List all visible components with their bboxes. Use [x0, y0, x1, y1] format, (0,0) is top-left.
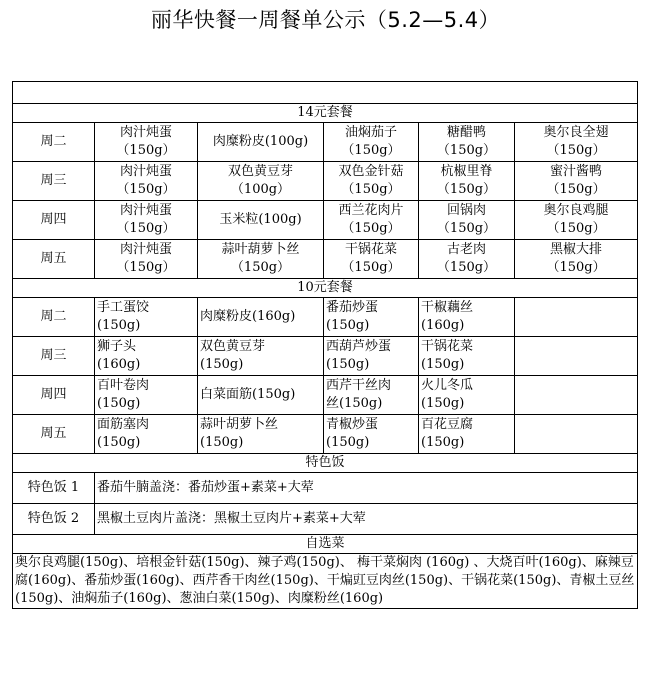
dish-name: 青椒炒蛋 — [326, 417, 379, 432]
dish-weight: （150g） — [116, 143, 176, 158]
dish-name: 狮子头 — [97, 339, 137, 354]
dish-cell — [515, 162, 638, 201]
set10-header-row — [13, 279, 638, 298]
dish-cell — [198, 162, 324, 201]
dish-name: 肉汁炖蛋 — [119, 125, 172, 140]
table-row — [13, 162, 638, 201]
set14-header-row — [13, 104, 638, 123]
day-label: 周五 — [13, 415, 95, 454]
dish-name: 肉糜粉皮(160g) — [200, 309, 296, 324]
dish-weight: （100g） — [230, 182, 291, 197]
dish-weight: (150g) — [326, 318, 370, 333]
dish-cell — [198, 123, 324, 162]
dish-cell — [515, 123, 638, 162]
dish-name: 西芹干丝肉 — [326, 378, 392, 393]
dish-weight: （150g） — [546, 260, 606, 275]
dish-weight: （150g） — [341, 221, 401, 236]
dish-weight: （150g） — [341, 182, 401, 197]
day-label: 周四 — [13, 376, 95, 415]
dish-cell — [419, 298, 515, 337]
dish-weight: （150g） — [436, 260, 497, 275]
optional-text: 奥尔良鸡腿(150g)、培根金针菇(150g)、辣子鸡(150g)、 梅干菜焖肉 (160g) 、大烧百叶(160g)、麻辣豆腐(160g)、番茄炒蛋(160g)、西芹香干肉丝(150g)、干煸豇豆肉丝(150g)、干锅花菜(150g)、青椒土豆丝(150g)、油焖茄子(160g)、葱油白菜(150g)、肉糜粉丝(160g) — [13, 554, 638, 609]
dish-weight: (150g) — [97, 435, 141, 450]
dish-weight: (150g) — [97, 318, 141, 333]
dish-weight: （150g） — [116, 260, 176, 275]
dish-weight: （150g） — [116, 182, 176, 197]
table-row — [13, 504, 638, 535]
dish-cell — [419, 337, 515, 376]
dish-weight: (150g) — [97, 396, 141, 411]
day-label: 周四 — [13, 201, 95, 240]
dish-cell — [419, 123, 515, 162]
day-label: 周三 — [13, 337, 95, 376]
dish-weight: （150g） — [546, 221, 606, 236]
set14-header: 14元套餐 — [13, 104, 638, 123]
dish-name: 蜜汁酱鸭 — [550, 164, 603, 179]
blank-row — [13, 82, 638, 104]
dish-weight: (150g) — [326, 357, 370, 372]
dish-cell — [419, 201, 515, 240]
optional-header-row — [13, 535, 638, 554]
dish-cell — [419, 415, 515, 454]
table-row — [13, 415, 638, 454]
dish-name: 白菜面筋(150g) — [200, 387, 296, 402]
dish-cell — [419, 162, 515, 201]
empty-cell — [515, 298, 638, 337]
dish-cell — [198, 337, 324, 376]
dish-name: 奥尔良全翅 — [543, 125, 609, 140]
special-desc: 黑椒土豆肉片盖浇：黑椒土豆肉片+素菜+大荤 — [95, 504, 638, 535]
dish-cell — [95, 162, 198, 201]
dish-cell — [95, 240, 198, 279]
dish-cell — [324, 162, 419, 201]
table-row — [13, 473, 638, 504]
dish-weight: (150g) — [200, 357, 244, 372]
optional-header: 自选菜 — [13, 535, 638, 554]
dish-name: 西兰花肉片 — [338, 203, 404, 218]
dish-weight: （150g） — [436, 182, 497, 197]
dish-cell — [324, 376, 419, 415]
dish-name: 百花豆腐 — [421, 417, 474, 432]
table-row — [13, 201, 638, 240]
dish-cell — [95, 123, 198, 162]
special-label: 特色饭 1 — [13, 473, 95, 504]
day-label: 周五 — [13, 240, 95, 279]
table-row — [13, 337, 638, 376]
dish-name: 手工蛋饺 — [97, 300, 150, 315]
dish-weight: (150g) — [200, 435, 244, 450]
optional-row — [13, 554, 638, 609]
dish-cell — [198, 376, 324, 415]
dish-name: 双色黄豆芽 — [200, 339, 266, 354]
page-title: 丽华快餐一周餐单公示（5.2—5.4） — [150, 8, 501, 32]
dish-cell — [419, 376, 515, 415]
dish-cell — [324, 201, 419, 240]
dish-cell — [198, 415, 324, 454]
dish-weight: （150g） — [116, 221, 176, 236]
dish-cell — [95, 337, 198, 376]
dish-weight: （150g） — [546, 143, 606, 158]
empty-cell — [515, 415, 638, 454]
dish-cell — [515, 240, 638, 279]
table-row — [13, 376, 638, 415]
dish-cell — [324, 415, 419, 454]
dish-name: 干锅花菜 — [344, 242, 397, 257]
dish-name: 干椒藕丝 — [421, 300, 474, 315]
empty-cell — [515, 376, 638, 415]
dish-weight: (150g) — [326, 435, 370, 450]
special-header: 特色饭 — [13, 454, 638, 473]
dish-cell — [95, 201, 198, 240]
dish-name: 杭椒里脊 — [440, 164, 493, 179]
dish-name: 双色黄豆芽 — [227, 164, 293, 179]
dish-name: 肉汁炖蛋 — [119, 242, 172, 257]
special-desc: 番茄牛腩盖浇：番茄炒蛋+素菜+大荤 — [95, 473, 638, 504]
table-row — [13, 123, 638, 162]
dish-weight: （150g） — [546, 182, 606, 197]
dish-name: 奥尔良鸡腿 — [543, 203, 609, 218]
dish-name: 双色金针菇 — [338, 164, 404, 179]
special-label: 特色饭 2 — [13, 504, 95, 535]
dish-cell — [324, 337, 419, 376]
dish-weight: （150g） — [436, 221, 497, 236]
day-label: 周二 — [13, 123, 95, 162]
dish-name: 蒜叶胡萝卜丝 — [200, 417, 279, 432]
dish-cell — [95, 298, 198, 337]
menu-table — [12, 81, 638, 609]
dish-name: 糖醋鸭 — [446, 125, 486, 140]
dish-cell — [95, 376, 198, 415]
dish-name: 干锅花菜 — [421, 339, 474, 354]
dish-cell — [198, 240, 324, 279]
dish-cell — [95, 415, 198, 454]
dish-cell — [198, 201, 324, 240]
dish-name: 玉米粒(100g) — [219, 212, 302, 227]
dish-weight: （150g） — [230, 260, 291, 275]
dish-weight: (150g) — [421, 396, 465, 411]
dish-cell — [198, 298, 324, 337]
dish-weight: (150g) — [421, 357, 465, 372]
dish-name: 番茄炒蛋 — [326, 300, 379, 315]
dish-name: 火儿冬瓜 — [421, 378, 474, 393]
dish-name: 古老肉 — [446, 242, 486, 257]
dish-cell — [324, 298, 419, 337]
dish-cell — [324, 240, 419, 279]
table-row — [13, 240, 638, 279]
dish-cell — [419, 240, 515, 279]
dish-weight: （150g） — [341, 143, 401, 158]
empty-cell — [515, 337, 638, 376]
set10-header: 10元套餐 — [13, 279, 638, 298]
dish-name: 蒜叶葫萝卜丝 — [221, 242, 300, 257]
table-row — [13, 298, 638, 337]
special-header-row — [13, 454, 638, 473]
dish-weight: （150g） — [341, 260, 401, 275]
day-label: 周三 — [13, 162, 95, 201]
dish-name: 面筋塞肉 — [97, 417, 150, 432]
dish-weight: (160g) — [97, 357, 141, 372]
dish-weight: (150g) — [421, 435, 465, 450]
dish-weight: 丝(150g) — [326, 396, 383, 411]
dish-weight: （150g） — [436, 143, 497, 158]
day-label: 周二 — [13, 298, 95, 337]
dish-cell — [324, 123, 419, 162]
dish-name: 百叶卷肉 — [97, 378, 150, 393]
dish-name: 肉糜粉皮(100g) — [212, 134, 309, 149]
dish-name: 肉汁炖蛋 — [119, 164, 172, 179]
dish-name: 回锅肉 — [446, 203, 486, 218]
dish-cell — [515, 201, 638, 240]
dish-name: 西葫芦炒蛋 — [326, 339, 392, 354]
dish-name: 油焖茄子 — [344, 125, 397, 140]
dish-weight: (160g) — [421, 318, 465, 333]
dish-name: 黑椒大排 — [550, 242, 603, 257]
dish-name: 肉汁炖蛋 — [119, 203, 172, 218]
